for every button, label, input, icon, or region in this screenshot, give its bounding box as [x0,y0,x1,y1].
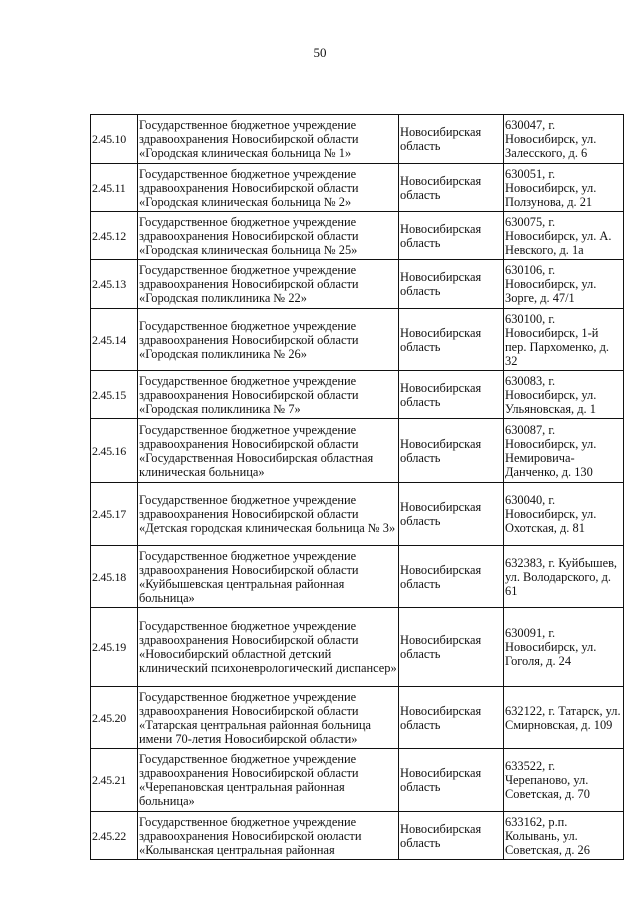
page-number: 50 [313,45,327,60]
table-row [91,546,624,608]
table-row [91,483,624,546]
row-code: 2.45.14 [91,309,138,371]
row-region: Новосибирская область [399,212,504,260]
row-address: 630106, г. Новосибирск, ул. Зорге, д. 47/1 [504,260,624,309]
table-row [91,687,624,749]
row-code: 2.45.22 [91,812,138,860]
table-row [91,164,624,212]
row-address: 630100, г. Новосибирск, 1-й пер. Пархоменко, д. 32 [504,309,624,371]
row-address: 633522, г. Черепаново, ул. Советская, д. 70 [504,749,624,812]
row-institution-name: Государственное бюджетное учреждение здравоохранения Новосибирской области «Городская клиническая больница № 25» [138,212,399,260]
row-address: 630075, г. Новосибирск, ул. А. Невского, д. 1а [504,212,624,260]
row-code: 2.45.13 [91,260,138,309]
row-region: Новосибирская область [399,419,504,483]
row-institution-name: Государственное бюджетное учреждение здравоохранения Новосибирской области «Новосибирский областной детский клинический психоневрологический диспансер» [138,608,399,687]
row-code: 2.45.18 [91,546,138,608]
row-institution-name: Государственное бюджетное учреждение здравоохранения Новосибирской области «Татарская центральная районная больница имени 70-летия Новосибирской области» [138,687,399,749]
table-row [91,812,624,860]
row-region: Новосибирская область [399,309,504,371]
row-code: 2.45.11 [91,164,138,212]
table-row [91,212,624,260]
row-code: 2.45.10 [91,115,138,164]
row-address: 630087, г. Новосибирск, ул. Немировича-Данченко, д. 130 [504,419,624,483]
row-address: 633162, р.п. Колывань, ул. Советская, д. 26 [504,812,624,860]
row-address: 630047, г. Новосибирск, ул. Залесского, д. 6 [504,115,624,164]
row-code: 2.45.12 [91,212,138,260]
table-row [91,608,624,687]
row-institution-name: Государственное бюджетное учреждение здравоохранения Новосибирской области «Городская клиническая больница № 1» [138,115,399,164]
table-row [91,260,624,309]
table-row [91,419,624,483]
row-region: Новосибирская область [399,687,504,749]
row-institution-name: Государственное бюджетное учреждение здравоохранения Новосибирской области «Куйбышевская центральная районная больница» [138,546,399,608]
table-row [91,115,624,164]
row-address: 630083, г. Новосибирск, ул. Ульяновская, д. 1 [504,371,624,419]
row-region: Новосибирская область [399,164,504,212]
row-region: Новосибирская область [399,546,504,608]
row-institution-name: Государственное бюджетное учреждение здравоохранения Новосибирской области «Черепановская центральная районная больница» [138,749,399,812]
row-code: 2.45.19 [91,608,138,687]
row-institution-name: Государственное бюджетное учреждение здравоохранения Новосибирской области «Детская городская клиническая больница № 3» [138,483,399,546]
row-address: 630051, г. Новосибирск, ул. Ползунова, д. 21 [504,164,624,212]
row-code: 2.45.21 [91,749,138,812]
table-row [91,749,624,812]
row-region: Новосибирская область [399,483,504,546]
row-region: Новосибирская область [399,812,504,860]
row-code: 2.45.15 [91,371,138,419]
row-institution-name: Государственное бюджетное учреждение здравоохранения Новосибирской области «Городская клиническая больница № 2» [138,164,399,212]
row-region: Новосибирская область [399,608,504,687]
row-address: 630040, г. Новосибирск, ул. Охотская, д. 81 [504,483,624,546]
institutions-table [90,114,624,860]
row-institution-name: Государственное бюджетное учреждение здравоохранения Новосибирской области «Городская поликлиника № 26» [138,309,399,371]
row-code: 2.45.17 [91,483,138,546]
row-institution-name: Государственное бюджетное учреждение здравоохранения Новосибирской области «Государственная Новосибирская областная клиническая больница» [138,419,399,483]
row-code: 2.45.20 [91,687,138,749]
row-institution-name: Государственное бюджетное учреждение здравоохранения Новосибирской оюласти «Колыванская центральная районная [138,812,399,860]
row-region: Новосибирская область [399,749,504,812]
row-address: 632383, г. Куйбышев, ул. Володарского, д. 61 [504,546,624,608]
row-region: Новосибирская область [399,371,504,419]
row-region: Новосибирская область [399,260,504,309]
row-code: 2.45.16 [91,419,138,483]
row-region: Новосибирская область [399,115,504,164]
table-row [91,371,624,419]
table-row [91,309,624,371]
row-address: 632122, г. Татарск, ул. Смирновская, д. 109 [504,687,624,749]
row-institution-name: Государственное бюджетное учреждение здравоохранения Новосибирской области «Городская поликлиника № 7» [138,371,399,419]
row-institution-name: Государственное бюджетное учреждение здравоохранения Новосибирской области «Городская поликлиника № 22» [138,260,399,309]
row-address: 630091, г. Новосибирск, ул. Гоголя, д. 24 [504,608,624,687]
